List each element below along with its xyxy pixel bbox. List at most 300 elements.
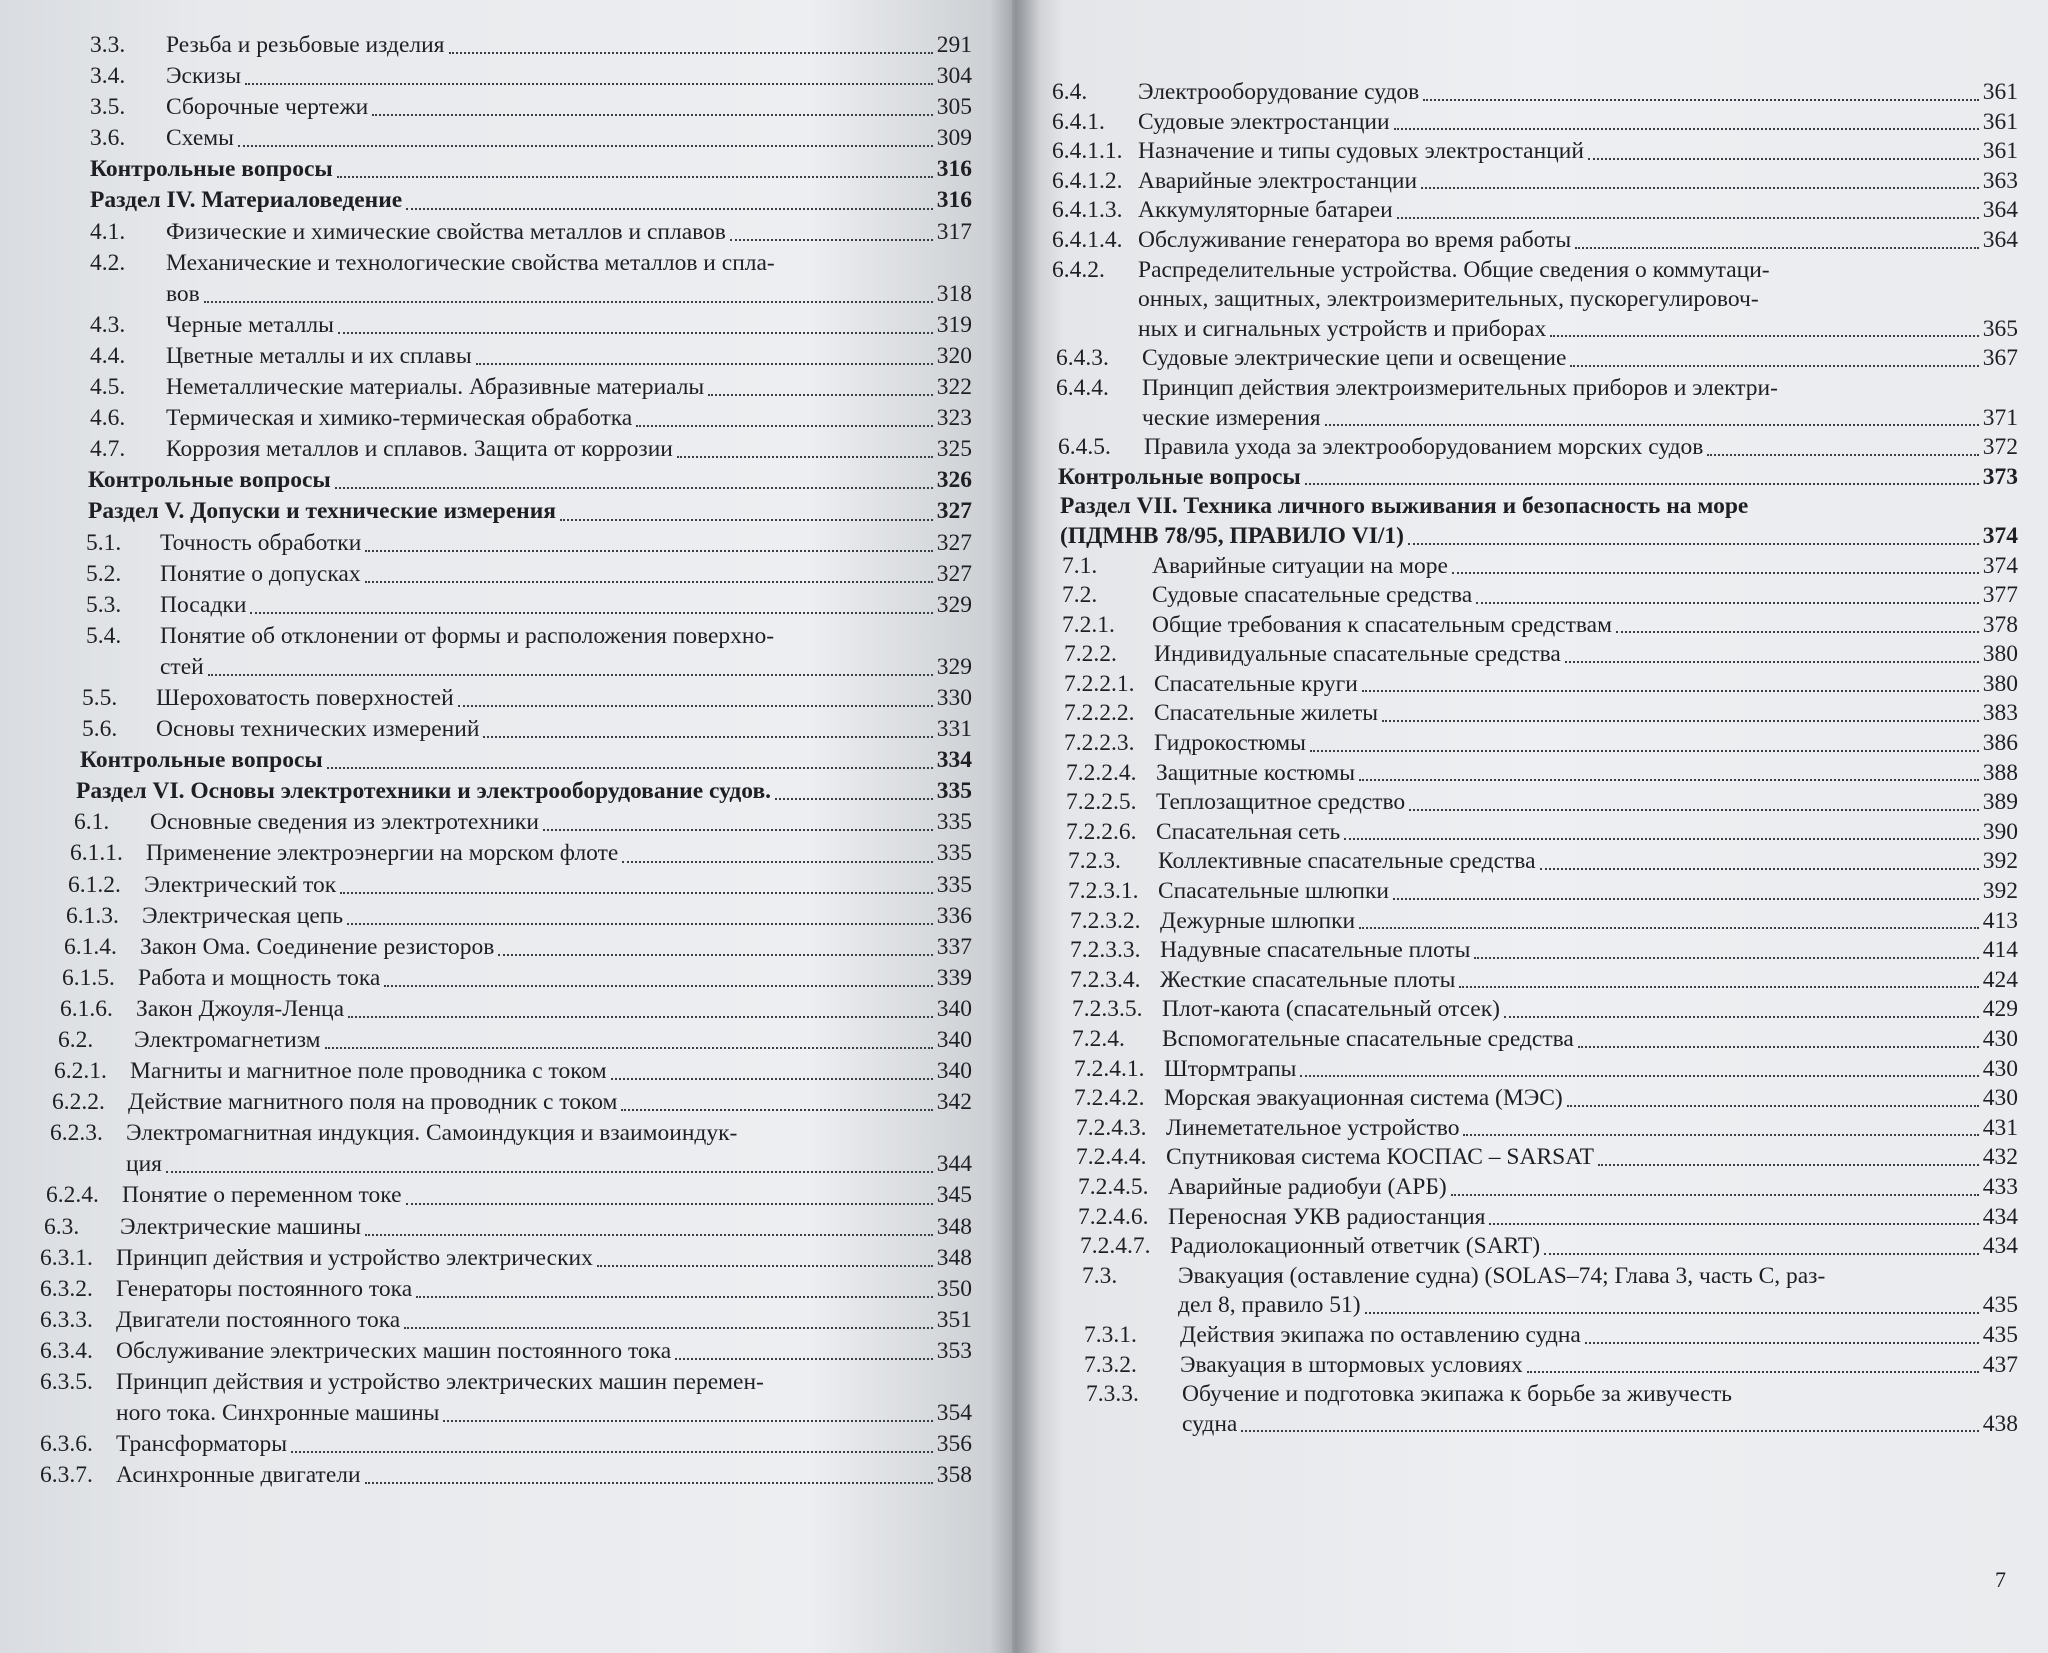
toc-entry-number: 6.3.2. (40, 1275, 93, 1302)
toc-entry-title: ция (126, 1151, 162, 1178)
toc-entry (1052, 1084, 2018, 1114)
toc-entry-number: 7.3.2. (1084, 1351, 1137, 1378)
toc-entry-page: 342 (936, 1089, 972, 1116)
toc-entry-page: 378 (1982, 611, 2018, 638)
toc-entry (1052, 611, 2018, 641)
toc-entry (1052, 729, 2018, 759)
toc-entry (1052, 699, 2018, 729)
toc-entry (40, 465, 972, 496)
toc-entry (1052, 1173, 2018, 1203)
toc-entry-title: Защитные костюмы (1156, 759, 1355, 786)
toc-entry (40, 92, 972, 123)
toc-entry-number: 6.4.3. (1056, 345, 1109, 372)
toc-entry-title: Плот-каюта (спасательный отсек) (1162, 996, 1500, 1023)
toc-entry-page: 350 (936, 1275, 972, 1302)
dot-leader (1575, 247, 1979, 249)
toc-entry-number: 6.1.2. (68, 871, 121, 898)
right-page (1012, 0, 2048, 1653)
toc-entry-number: 4.7. (90, 436, 126, 463)
toc-entry-number: 5.2. (86, 560, 122, 587)
toc-entry-title: Посадки (160, 591, 247, 618)
dot-leader (458, 705, 933, 707)
toc-entry-number: 6.4.1.3. (1052, 197, 1123, 224)
toc-entry-title: Аварийные ситуации на море (1152, 552, 1448, 579)
toc-entry (40, 559, 972, 590)
toc-entry-title: Черные металлы (166, 311, 334, 338)
toc-entry-number: 7.2.2. (1064, 641, 1117, 668)
toc-entry-page: 329 (936, 653, 972, 680)
toc-entry-number: 7.2.4.4. (1076, 1144, 1147, 1171)
toc-entry-page: 361 (1982, 138, 2018, 165)
toc-entry-title: Принцип действия электроизмерительных приборов и электри- (1142, 374, 1778, 401)
toc-entry-title: ного тока. Синхронные машины (116, 1400, 440, 1427)
toc-entry-title: дел 8, правило 51) (1178, 1292, 1361, 1319)
toc-entry-number: 4.6. (90, 405, 126, 432)
dot-leader (1409, 809, 1979, 811)
toc-entry-number: 7.3.1. (1084, 1321, 1137, 1348)
dot-leader (1325, 424, 1979, 426)
toc-entry-page: 435 (1982, 1321, 2018, 1348)
toc-entry (40, 341, 972, 372)
toc-entry-number: 5.5. (82, 684, 118, 711)
toc-entry (40, 745, 972, 776)
toc-entry (1052, 818, 2018, 848)
toc-entry-title: ческие измерения (1142, 404, 1321, 431)
toc-entry-number: 6.4.1.1. (1052, 138, 1123, 165)
toc-entry-number: 7.2.3.5. (1072, 996, 1143, 1023)
dot-leader (730, 239, 933, 241)
toc-entry-page: 392 (1982, 848, 2018, 875)
toc-entry-number: 7.2.2.6. (1066, 818, 1137, 845)
toc-entry-title: Морская эвакуационная система (МЭС) (1164, 1085, 1563, 1112)
dot-leader (1463, 1134, 1978, 1136)
dot-leader (1527, 1371, 1979, 1373)
toc-entry-number: 7.2.4.6. (1078, 1203, 1149, 1230)
toc-entry-title: Аварийные электростанции (1138, 167, 1418, 194)
toc-entry-page: 430 (1982, 1085, 2018, 1112)
toc-entry-title: Электрическая цепь (142, 902, 344, 929)
toc-entry-number: 7.2.3. (1068, 848, 1121, 875)
dot-leader (1300, 1075, 1978, 1077)
toc-entry-page: 380 (1982, 641, 2018, 668)
toc-entry-title: онных, защитных, электроизмерительных, пускорегулировоч- (1138, 286, 1759, 313)
dot-leader (1544, 1253, 1979, 1255)
toc-entry-title: Сборочные чертежи (166, 94, 369, 121)
toc-entry-number: 7.2.2.5. (1066, 789, 1137, 816)
dot-leader (622, 861, 932, 863)
toc-entry-title: Общие требования к спасательным средствам (1152, 611, 1612, 638)
dot-leader (1359, 927, 1979, 929)
toc-entry (1052, 1380, 2018, 1410)
toc-entry (1052, 463, 2018, 493)
toc-entry (1052, 995, 2018, 1025)
toc-entry (1052, 907, 2018, 937)
dot-leader (1344, 838, 1979, 840)
toc-entry (1052, 108, 2018, 138)
toc-entry (40, 310, 972, 341)
toc-entry-page: 335 (936, 778, 972, 805)
toc-entry-title: Закон Джоуля-Ленца (136, 995, 345, 1022)
dot-leader (1365, 1312, 1979, 1314)
page-number: 7 (1995, 1567, 2006, 1592)
toc-entry (1052, 670, 2018, 700)
dot-leader (483, 736, 932, 738)
toc-entry-page: 317 (936, 218, 972, 245)
toc-entry-title: Электромагнетизм (134, 1027, 321, 1053)
toc-entry-number: 7.2.4.2. (1074, 1085, 1145, 1112)
toc-entry-page: 437 (1982, 1351, 2018, 1378)
toc-entry (1052, 78, 2018, 108)
toc-entry-number: 3.4. (90, 63, 126, 90)
toc-entry (40, 807, 972, 838)
toc-entry-title: Контрольные вопросы (80, 747, 323, 774)
toc-entry-title: Шероховатость поверхностей (156, 684, 454, 711)
toc-entry-title: Точность обработки (160, 529, 362, 556)
toc-entry (40, 185, 972, 216)
toc-entry (40, 1025, 972, 1056)
toc-entry-title: Принцип действия и устройство электрических машин перемен- (116, 1369, 764, 1396)
toc-entry (40, 1460, 972, 1491)
toc-entry-page: 371 (1982, 404, 2018, 431)
toc-entry-title: Раздел VII. Техника личного выживания и безопасность на море (1060, 493, 1749, 520)
toc-entry-title: Электрические машины (120, 1213, 362, 1240)
dot-leader (372, 114, 932, 116)
dot-leader (338, 332, 933, 334)
toc-entry-number: 7.2.2.1. (1064, 670, 1135, 697)
toc-entry-page: 430 (1982, 1055, 2018, 1082)
toc-entry (40, 621, 972, 652)
toc-entry-page: 353 (936, 1337, 972, 1364)
toc-entry-number: 6.3.4. (40, 1337, 93, 1364)
toc-entry (1052, 966, 2018, 996)
toc-entry-page: 337 (936, 933, 972, 960)
toc-entry-title: Судовые спасательные средства (1152, 582, 1473, 609)
toc-entry (1052, 1025, 2018, 1055)
dot-leader (348, 1016, 933, 1018)
dot-leader (543, 829, 933, 831)
toc-entry-number: 7.2.4.1. (1074, 1055, 1145, 1082)
toc-entry-page: 318 (936, 280, 972, 307)
toc-entry-page: 327 (936, 529, 972, 556)
toc-entry-number: 4.5. (90, 374, 126, 401)
toc-entry-number: 6.3.3. (40, 1306, 93, 1333)
toc-entry-page: 434 (1982, 1203, 2018, 1230)
toc-entry (40, 434, 972, 465)
toc-entry (40, 123, 972, 154)
toc-entry-title: Работа и мощность тока (138, 964, 381, 991)
toc-entry-title: Аккумуляторные батареи (1138, 197, 1393, 224)
toc-entry (40, 994, 972, 1025)
toc-entry-page: 339 (936, 964, 972, 991)
toc-entry-title: Обучение и подготовка экипажа к борьбе за живучесть (1182, 1381, 1732, 1408)
toc-entry (40, 279, 972, 310)
toc-entry (40, 1243, 972, 1274)
dot-leader (208, 674, 933, 676)
toc-entry-title: Назначение и типы судовых электростанций (1138, 138, 1584, 165)
toc-entry-page: 389 (1982, 789, 2018, 816)
toc-entry-number: 5.3. (86, 591, 122, 618)
dot-leader (1362, 690, 1979, 692)
toc-entry-title: Эвакуация (оставление судна) (SOLAS–74; Глава 3, часть C, раз- (1178, 1262, 1826, 1289)
toc-entry-number: 6.4. (1052, 79, 1088, 105)
toc-entry-title: судна (1182, 1410, 1238, 1437)
toc-entry-number: 6.3. (44, 1213, 80, 1240)
dot-leader (365, 581, 933, 583)
toc-entry-number: 5.1. (86, 529, 122, 556)
dot-leader (1394, 128, 1979, 130)
toc-entry-title: Понятие об отклонении от формы и расположения поверхно- (160, 622, 775, 649)
toc-entry-page: 319 (936, 311, 972, 338)
dot-leader (1408, 543, 1979, 545)
toc-entry-page: 316 (936, 187, 972, 214)
toc-entry (40, 1149, 972, 1180)
dot-leader (498, 954, 932, 956)
toc-entry-title: Принцип действия и устройство электрических (116, 1244, 593, 1271)
dot-leader (250, 612, 932, 614)
toc-entry-title: Индивидуальные спасательные средства (1154, 641, 1561, 668)
toc-entry (1052, 374, 2018, 404)
toc-left (40, 30, 972, 1491)
toc-entry-page: 335 (936, 840, 972, 867)
toc-entry-title: Вспомогательные спасательные средства (1162, 1026, 1574, 1052)
toc-entry-page: 432 (1982, 1144, 2018, 1171)
toc-entry-title: Применение электроэнергии на морском флоте (146, 840, 619, 867)
dot-leader (1489, 1223, 1978, 1225)
toc-entry (1052, 581, 2018, 611)
toc-entry (40, 870, 972, 901)
toc-entry (1052, 640, 2018, 670)
toc-entry-page: 364 (1982, 226, 2018, 253)
toc-entry-number: 7.2.2.2. (1064, 700, 1135, 727)
toc-entry-number: 6.1.5. (62, 964, 115, 991)
dot-leader (1585, 1342, 1979, 1344)
toc-entry-number: 6.2.4. (46, 1182, 99, 1209)
dot-leader (204, 301, 933, 303)
toc-entry (1052, 1055, 2018, 1085)
toc-entry-number: 7.1. (1062, 552, 1098, 579)
toc-entry (40, 496, 972, 527)
toc-entry-page: 329 (936, 591, 972, 618)
toc-entry-number: 7.2.4. (1072, 1026, 1125, 1052)
toc-entry-page: 344 (936, 1151, 972, 1178)
toc-entry-page: 305 (936, 94, 972, 121)
dot-leader (327, 767, 933, 769)
toc-entry-title: Судовые электрические цепи и освещение (1142, 345, 1567, 372)
toc-entry-title: Термическая и химико-термическая обработка (166, 405, 633, 432)
dot-leader (1540, 868, 1979, 870)
toc-entry-title: Понятие о переменном токе (122, 1182, 402, 1209)
toc-entry-page: 373 (1982, 463, 2018, 490)
toc-entry (1052, 1410, 2018, 1440)
dot-leader (675, 1358, 933, 1360)
dot-leader (1310, 750, 1979, 752)
dot-leader (1707, 454, 1978, 456)
dot-leader (291, 1451, 933, 1453)
toc-entry-title: вов (166, 280, 200, 307)
toc-entry-page: 388 (1982, 759, 2018, 786)
toc-entry-title: Обслуживание генератора во время работы (1138, 226, 1572, 253)
toc-entry-page: 291 (936, 32, 972, 58)
toc-entry-number: 6.3.5. (40, 1369, 93, 1396)
toc-entry-page: 335 (936, 809, 972, 836)
dot-leader (449, 52, 933, 54)
toc-entry (1052, 285, 2018, 315)
toc-entry (40, 1180, 972, 1211)
toc-entry-page: 323 (936, 405, 972, 432)
dot-leader (1616, 631, 1979, 633)
toc-entry (40, 932, 972, 963)
dot-leader (245, 83, 933, 85)
dot-leader (1588, 158, 1979, 160)
toc-entry (40, 963, 972, 994)
toc-entry-title: Спутниковая система КОСПАС – SARSAT (1166, 1144, 1594, 1171)
toc-entry (1052, 847, 2018, 877)
toc-entry-title: Закон Ома. Соединение резисторов (140, 933, 495, 960)
toc-entry (1052, 256, 2018, 286)
toc-entry (40, 1305, 972, 1336)
toc-entry-number: 6.2.2. (52, 1089, 105, 1116)
toc-entry-page: 331 (936, 716, 972, 743)
dot-leader (708, 394, 933, 396)
dot-leader (335, 487, 933, 489)
dot-leader (1421, 187, 1979, 189)
toc-entry-title: Правила ухода за электрооборудованием морских судов (1144, 434, 1704, 461)
toc-entry-page: 365 (1982, 315, 2018, 342)
toc-entry-number: 3.6. (90, 125, 126, 152)
toc-entry-page: 340 (936, 995, 972, 1022)
toc-entry-page: 363 (1982, 167, 2018, 194)
toc-entry-title: Спасательные шлюпки (1158, 878, 1389, 905)
toc-entry-title: Надувные спасательные плоты (1160, 937, 1471, 964)
toc-entry-page: 424 (1982, 966, 2018, 993)
toc-entry-number: 7.2. (1062, 582, 1098, 609)
dot-leader (365, 550, 932, 552)
toc-entry-page: 430 (1982, 1026, 2018, 1052)
dot-leader (443, 1420, 932, 1422)
dot-leader (337, 176, 933, 178)
toc-entry-number: 6.1.6. (60, 995, 113, 1022)
toc-right (1052, 78, 2018, 1439)
toc-entry-number: 3.3. (90, 32, 126, 58)
toc-entry-number: 6.2.3. (50, 1120, 103, 1147)
toc-entry-page: 367 (1982, 345, 2018, 372)
toc-entry-title: Аварийные радиобуи (АРБ) (1168, 1173, 1447, 1200)
toc-entry-title: Коллективные спасательные средства (1158, 848, 1536, 875)
toc-entry (40, 528, 972, 559)
toc-entry-title: (ПДМНВ 78/95, ПРАВИЛО VI/1) (1060, 522, 1404, 549)
dot-leader (325, 1047, 933, 1049)
toc-entry (1052, 759, 2018, 789)
toc-entry (1052, 1143, 2018, 1173)
toc-entry (40, 1056, 972, 1087)
toc-entry-title: Магниты и магнитное поле проводника с током (130, 1058, 607, 1085)
toc-entry-page: 435 (1982, 1292, 2018, 1319)
toc-entry-number: 6.1.4. (64, 933, 117, 960)
toc-entry-number: 4.1. (90, 218, 126, 245)
toc-entry-page: 320 (936, 342, 972, 369)
toc-entry-page: 383 (1982, 700, 2018, 727)
toc-entry-title: Раздел IV. Материаловедение (90, 187, 403, 214)
toc-entry-title: Понятие о допусках (160, 560, 361, 587)
toc-entry-title: Спасательные круги (1154, 670, 1358, 697)
toc-entry (1052, 196, 2018, 226)
dot-leader (1567, 1105, 1979, 1107)
toc-entry-number: 6.4.2. (1052, 256, 1105, 283)
toc-entry (40, 248, 972, 279)
dot-leader (1423, 99, 1978, 101)
toc-entry (1052, 1351, 2018, 1381)
toc-entry-page: 433 (1982, 1173, 2018, 1200)
toc-entry (1052, 344, 2018, 374)
toc-entry-number: 6.4.5. (1058, 434, 1111, 461)
toc-entry-page: 374 (1982, 552, 2018, 579)
toc-entry (1052, 137, 2018, 167)
toc-entry-number: 7.2.2.4. (1066, 759, 1137, 786)
toc-entry-title: Резьба и резьбовые изделия (166, 32, 445, 58)
toc-entry-number: 6.4.4. (1056, 374, 1109, 401)
toc-entry-title: Контрольные вопросы (90, 156, 333, 183)
toc-entry-page: 364 (1982, 197, 2018, 224)
toc-entry-title: Эвакуация в штормовых условиях (1180, 1351, 1523, 1378)
toc-entry-title: Действие магнитного поля на проводник с током (128, 1089, 618, 1116)
toc-entry-page: 330 (936, 684, 972, 711)
toc-entry (40, 1087, 972, 1118)
dot-leader (476, 363, 933, 365)
toc-entry-number: 7.2.3.2. (1070, 907, 1141, 934)
toc-entry (1052, 1203, 2018, 1233)
dot-leader (1476, 602, 1979, 604)
dot-leader (636, 425, 933, 427)
toc-entry (1052, 492, 2018, 522)
toc-entry-number: 6.3.6. (40, 1431, 93, 1458)
toc-entry-number: 4.4. (90, 342, 126, 369)
toc-entry-title: Обслуживание электрических машин постоянного тока (116, 1337, 672, 1364)
toc-entry-number: 7.2.3.3. (1070, 937, 1141, 964)
toc-entry-title: Раздел VI. Основы электротехники и электрооборудование судов. (76, 778, 772, 805)
toc-entry-page: 358 (936, 1462, 972, 1489)
toc-entry-page: 390 (1982, 818, 2018, 845)
dot-leader (1459, 986, 1978, 988)
toc-entry (1052, 936, 2018, 966)
toc-entry-page: 322 (936, 374, 972, 401)
toc-entry-title: Электрический ток (144, 871, 337, 898)
toc-entry-page: 325 (936, 436, 972, 463)
toc-entry (1052, 433, 2018, 463)
dot-leader (1382, 720, 1979, 722)
toc-entry-title: Судовые электростанции (1138, 108, 1390, 135)
toc-entry-page: 361 (1982, 108, 2018, 135)
toc-entry (1052, 1114, 2018, 1144)
toc-entry-title: Двигатели постоянного тока (116, 1306, 401, 1333)
toc-entry-number: 7.2.3.1. (1068, 878, 1139, 905)
toc-entry-title: стей (160, 653, 204, 680)
toc-entry-page: 361 (1982, 79, 2018, 105)
toc-entry-page: 340 (936, 1058, 972, 1085)
dot-leader (384, 985, 932, 987)
toc-entry (1052, 522, 2018, 552)
toc-entry-title: Спасательные жилеты (1154, 700, 1379, 727)
toc-entry-number: 6.4.1.2. (1052, 167, 1123, 194)
toc-entry (40, 1118, 972, 1149)
toc-entry-page: 309 (936, 125, 972, 152)
toc-entry-page: 348 (936, 1244, 972, 1271)
dot-leader (1598, 1164, 1979, 1166)
dot-leader (1504, 1016, 1979, 1018)
toc-entry-title: Эскизы (166, 63, 242, 90)
toc-entry (40, 683, 972, 714)
toc-entry (1052, 226, 2018, 256)
dot-leader (340, 892, 933, 894)
